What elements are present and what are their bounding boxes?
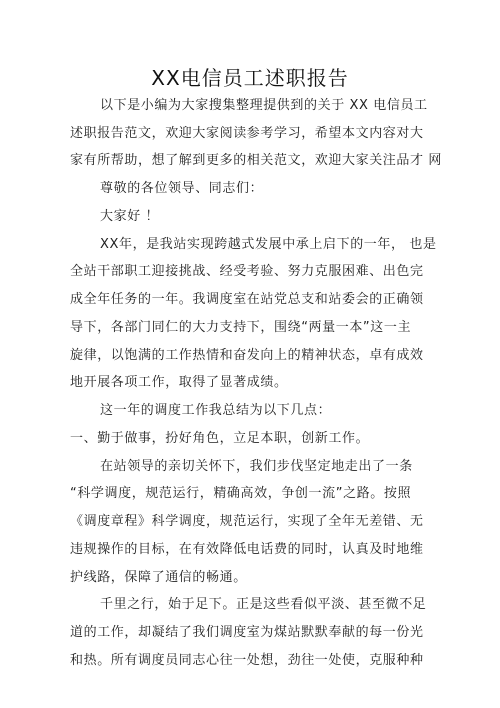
paragraph-line: 述职报告范文，欢迎大家阅读参考学习，希望本文内容对大 — [70, 126, 424, 141]
paragraph-line: 千里之行，始于足下。正是这些看似平淡、甚至微不足 — [100, 597, 427, 612]
paragraph-line: 护线路，保障了通信的畅通。 — [70, 570, 247, 585]
paragraph-line: 《调度章程》科学调度，规范运行，实现了全年无差错、无 — [70, 514, 424, 529]
paragraph-line: XX年，是我站实现跨越式发展中承上启下的一年， 也是 — [100, 237, 437, 252]
paragraph-line: 违规操作的目标，在有效降低电话费的同时，认真及时地维 — [70, 542, 424, 557]
paragraph-line: “科学调度，规范运行，精确高效，争创一流”之路。按照 — [70, 486, 412, 501]
paragraph-line: 和热。所有调度员同志心往一处想，劲往一处使，克服种种 — [70, 653, 424, 668]
paragraph-line: 在站领导的亲切关怀下，我们步伐坚定地走出了一条 — [100, 459, 413, 474]
paragraph-line: 全站干部职工迎接挑战、经受考验、努力克服困难、出色完 — [70, 264, 424, 279]
paragraph-line: 家有所帮助，想了解到更多的相关范文，欢迎大家关注品才 网 — [70, 153, 442, 168]
paragraph-line: 成全年任务的一年。我调度室在站党总支和站委会的正确领 — [70, 292, 424, 307]
salutation-line: 尊敬的各位领导、同志们： — [100, 181, 264, 196]
paragraph-line: 旋律，以饱满的工作热情和奋发向上的精神状态，卓有成效 — [70, 348, 424, 363]
greeting-line: 大家好 ！ — [100, 209, 160, 224]
paragraph-line: 导下，各部门同仁的大力支持下，围绕“两量一本”这一主 — [70, 320, 412, 335]
paragraph-line: 道的工作，却凝结了我们调度室为煤站默默奉献的每一份光 — [70, 625, 424, 640]
section-heading: 一、勤于做事，扮好角色，立足本职，创新工作。 — [70, 431, 370, 446]
paragraph-line: 这一年的调度工作我总结为以下几点： — [100, 403, 332, 418]
paragraph-line: 地开展各项工作，取得了显著成绩。 — [70, 375, 288, 390]
paragraph-line: 以下是小编为大家搜集整理提供到的关于 XX 电信员工 — [100, 98, 428, 113]
document-title: XX电信员工述职报告 — [151, 66, 349, 90]
